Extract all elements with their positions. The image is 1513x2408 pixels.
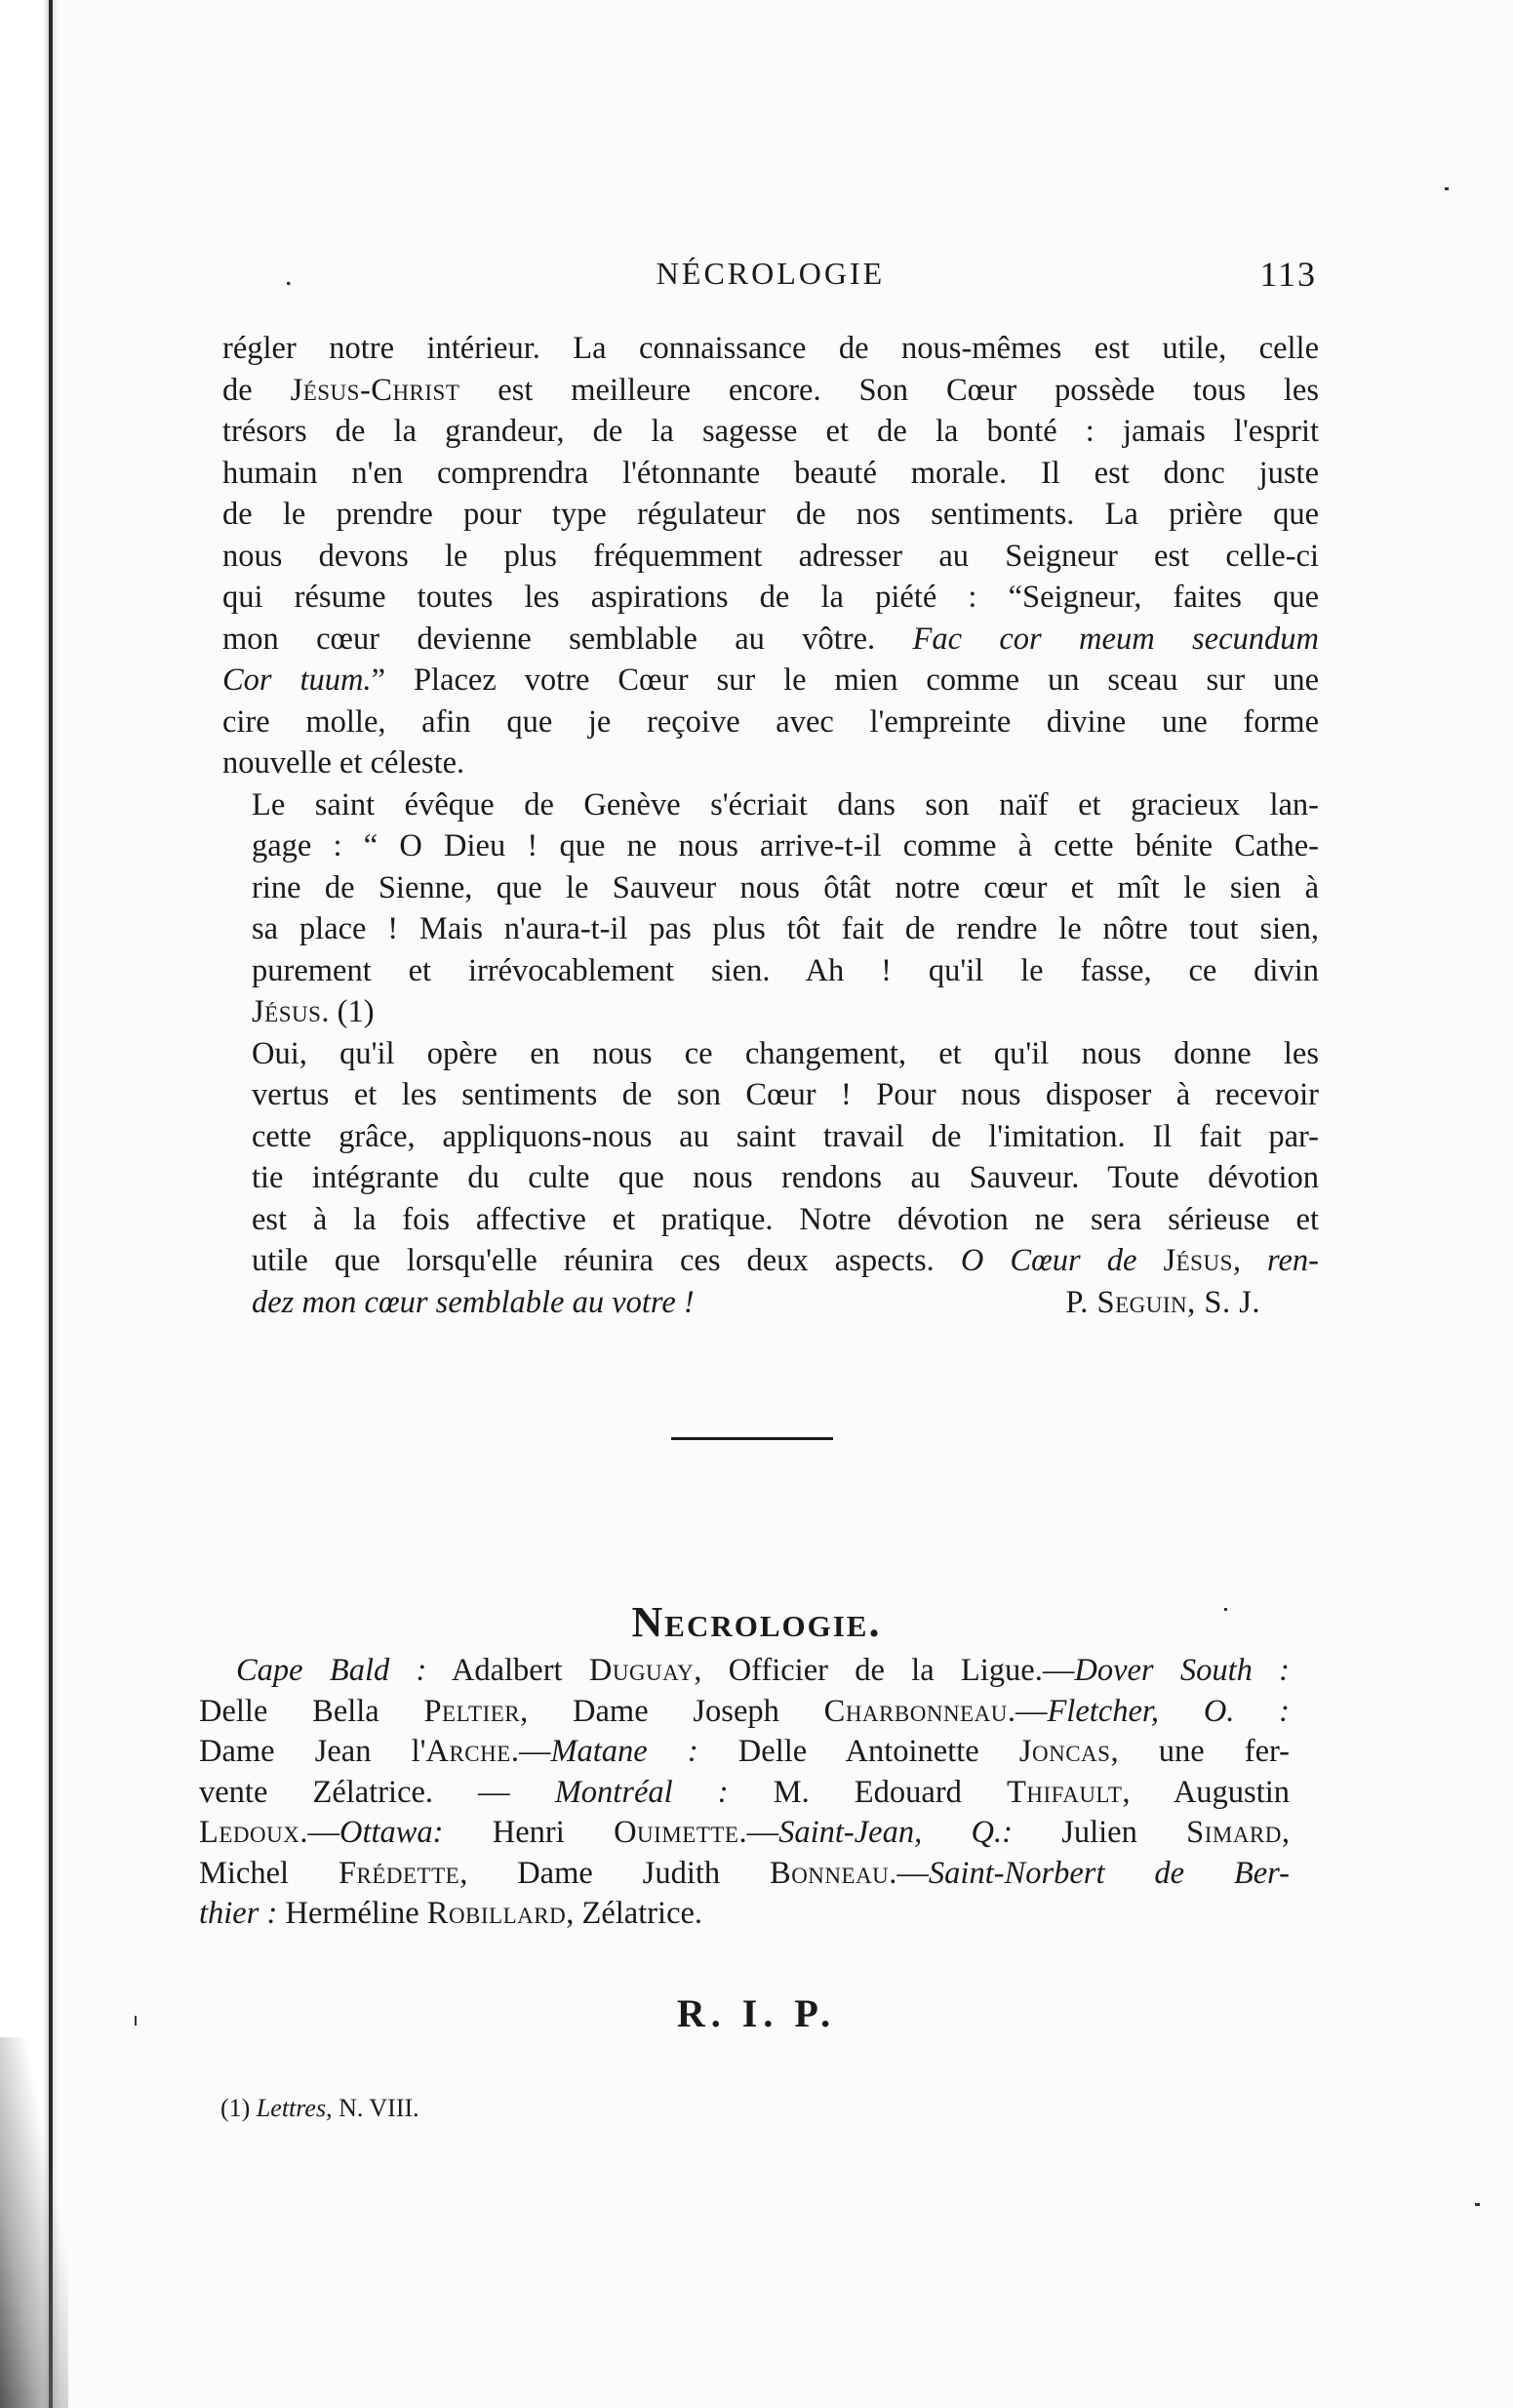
obituary-line [199, 1651, 1290, 1692]
text-segment: vertus et les sentiments de son Cœur ! Pour nous disposer à recevoir [252, 1077, 1319, 1112]
text-segment: régler notre intérieur. La connaissance de nous-mêmes est utile, celle [222, 331, 1319, 366]
text-line [222, 825, 1319, 867]
text-segment: .— [299, 1815, 339, 1850]
closing-row [222, 1282, 1319, 1324]
text-line [222, 908, 1319, 950]
obituary-line [199, 1894, 1290, 1935]
article-body [222, 328, 1319, 1323]
italic-segment: Montréal : [554, 1774, 729, 1810]
small-caps-name: Simard [1186, 1815, 1282, 1850]
footnote [220, 2094, 419, 2123]
text-segment: sa place ! Mais n'aura-t-il pas plus tôt fait de rendre le nôtre tout sien, [252, 911, 1319, 946]
text-segment: tie intégrante du culte que nous rendons au Sauveur. Toute dévotion [252, 1160, 1319, 1195]
small-caps-name: Peltier [423, 1693, 521, 1729]
text-segment: Henri [443, 1815, 615, 1850]
scan-shadow [0, 2037, 68, 2408]
text-segment: .— [738, 1815, 779, 1850]
text-segment: . (1) [321, 994, 375, 1029]
text-segment: .— [889, 1855, 929, 1891]
small-caps-name: Ouimette [614, 1815, 739, 1850]
text-line [222, 1116, 1319, 1158]
text-line [222, 411, 1319, 453]
footnote-marker: (1) [220, 2094, 251, 2122]
text-line [222, 1157, 1319, 1199]
text-line [222, 1074, 1319, 1116]
text-segment: , [1281, 1815, 1291, 1850]
small-caps-name: Bonneau [770, 1855, 890, 1891]
small-caps-name: Robillard [426, 1896, 567, 1931]
text-segment: vente Zélatrice. — [199, 1774, 555, 1810]
page-number: 113 [1259, 255, 1317, 294]
text-segment: de [222, 372, 291, 408]
text-segment: , une fer- [1110, 1734, 1290, 1769]
text-segment: , Dame Joseph [520, 1693, 824, 1729]
small-caps-name: Ledoux [199, 1815, 300, 1850]
text-segment: qui résume toutes les aspirations de la piété : “Seigneur, faites que [222, 580, 1319, 615]
text-segment: Adalbert [426, 1653, 589, 1688]
text-line [222, 1199, 1319, 1241]
text-line [222, 453, 1319, 495]
text-segment: Delle Antoinette [697, 1734, 1019, 1769]
running-head [224, 252, 1317, 301]
text-line [222, 370, 1319, 412]
author-signature: P. Seguin, S. J. [1065, 1284, 1260, 1320]
text-line [222, 1033, 1319, 1075]
small-caps-name: Duguay [588, 1653, 695, 1688]
italic-segment: , ren- [1232, 1243, 1319, 1278]
footnote-rest: , N. VIII. [326, 2094, 419, 2122]
text-line [222, 577, 1319, 619]
text-segment: cette grâce, appliquons-nous au saint travail de l'imitation. Il fait par- [252, 1118, 1319, 1154]
text-segment: purement et irrévocablement sien. Ah ! qu'il le fasse, ce divin [252, 952, 1319, 988]
italic-segment: Fac cor meum secundum [912, 621, 1319, 657]
italic-segment: Ottawa: [338, 1815, 444, 1850]
text-segment: nous devons le plus fréquemment adresser au Seigneur est celle-ci [222, 538, 1319, 574]
italic-segment: Fletcher, O. : [1047, 1693, 1290, 1729]
text-segment: est meilleure encore. Son Cœur possède tous les [459, 372, 1319, 408]
obituary-line [199, 1692, 1290, 1733]
text-segment: , Zélatrice. [566, 1896, 703, 1931]
small-caps-name: Jésus [1163, 1243, 1233, 1278]
text-line [222, 950, 1319, 992]
text-line [222, 702, 1319, 743]
text-segment: mon cœur devienne semblable au vôtre. [222, 621, 913, 657]
text-line [222, 867, 1319, 909]
paragraph-2 [222, 784, 1319, 1033]
text-line [222, 1240, 1319, 1282]
section-title: Necrologie. [631, 1597, 882, 1646]
text-segment: est à la fois affective et pratique. Notre dévotion ne sera sérieuse et [252, 1201, 1319, 1237]
text-line [222, 991, 1319, 1033]
small-caps-name: Jésus-Christ [290, 372, 460, 408]
text-segment: de le prendre pour type régulateur de nos sentiments. La prière que [222, 497, 1319, 532]
text-segment: Michel [199, 1855, 338, 1891]
text-segment: utile que lorsqu'elle réunira ces deux aspects. [252, 1243, 961, 1278]
text-line [222, 742, 1319, 784]
text-segment: trésors de la grandeur, de la sagesse et de la bonté : jamais l'esprit [222, 414, 1319, 449]
text-segment: , Officier de la Ligue.— [694, 1653, 1075, 1688]
text-segment: .— [510, 1734, 551, 1769]
running-head-ornament: . [285, 260, 293, 292]
text-segment: humain n'en comprendra l'étonnante beauté morale. Il est donc juste [222, 455, 1319, 491]
text-segment: Herméline [277, 1896, 427, 1931]
text-segment: .— [1007, 1693, 1048, 1729]
text-segment: Oui, qu'il opère en nous ce changement, et qu'il nous donne les [252, 1035, 1319, 1071]
small-caps-name: Frédette [338, 1855, 460, 1891]
small-caps-name: Joncas [1018, 1734, 1111, 1769]
section-separator-rule [671, 1437, 833, 1440]
text-line [222, 784, 1319, 826]
text-segment: Julien [1012, 1815, 1187, 1850]
obituary-line [199, 1813, 1290, 1854]
text-line [222, 536, 1319, 578]
text-segment: Le saint évêque de Genève s'écriait dans son naïf et gracieux lan- [252, 786, 1319, 823]
text-line [222, 494, 1319, 536]
obituary-list [199, 1651, 1290, 1935]
footnote-source: Lettres [256, 2094, 327, 2122]
obituary-line [199, 1773, 1290, 1814]
text-segment: cire molle, afin que je reçoive avec l'empreinte divine une forme [222, 703, 1319, 740]
text-line [222, 619, 1319, 661]
small-caps-name: Arche [425, 1734, 511, 1769]
text-segment: nouvelle et céleste. [222, 745, 465, 781]
text-segment: Dame Jean l' [199, 1734, 426, 1769]
italic-segment: thier : [199, 1896, 278, 1931]
italic-segment: Saint-Jean, Q.: [778, 1815, 1013, 1850]
italic-segment: Cor tuum. [222, 662, 372, 698]
italic-segment: O Cœur de [960, 1243, 1164, 1278]
obituary-line [199, 1854, 1290, 1895]
text-segment: ” Placez votre Cœur sur le mien comme un sceau sur une [371, 662, 1320, 698]
closing-invocation [222, 1282, 695, 1324]
text-segment: , Dame Judith [459, 1855, 771, 1891]
text-segment: rine de Sienne, que le Sauveur nous ôtât notre cœur et mît le sien à [252, 869, 1319, 905]
paragraph-3 [222, 1033, 1319, 1324]
italic-segment: Cape Bald : [236, 1653, 427, 1688]
text-line [222, 660, 1319, 702]
text-segment: Delle Bella [199, 1693, 424, 1729]
rip-closing: R. I. P. [676, 1991, 837, 2035]
italic-segment: Saint-Norbert de Ber- [928, 1855, 1290, 1891]
small-caps-name: Thifault [1007, 1774, 1123, 1810]
italic-segment: dez mon cœur semblable au votre ! [252, 1284, 695, 1320]
obituary-line [199, 1732, 1290, 1773]
text-line [222, 328, 1319, 370]
small-caps-name: Charbonneau [823, 1693, 1008, 1729]
italic-segment: Dover South : [1074, 1653, 1290, 1688]
italic-segment: Matane : [550, 1734, 698, 1769]
running-head-title: NÉCROLOGIE [656, 256, 886, 291]
text-segment: M. Edouard [728, 1774, 1007, 1810]
text-segment: , Augustin [1122, 1774, 1291, 1810]
page-binding-edge [0, 0, 59, 2408]
paragraph-1 [222, 328, 1319, 784]
text-segment: gage : “ O Dieu ! que ne nous arrive-t-il comme à cette bénite Cathe- [252, 828, 1319, 863]
small-caps-name: Jésus [252, 994, 322, 1029]
